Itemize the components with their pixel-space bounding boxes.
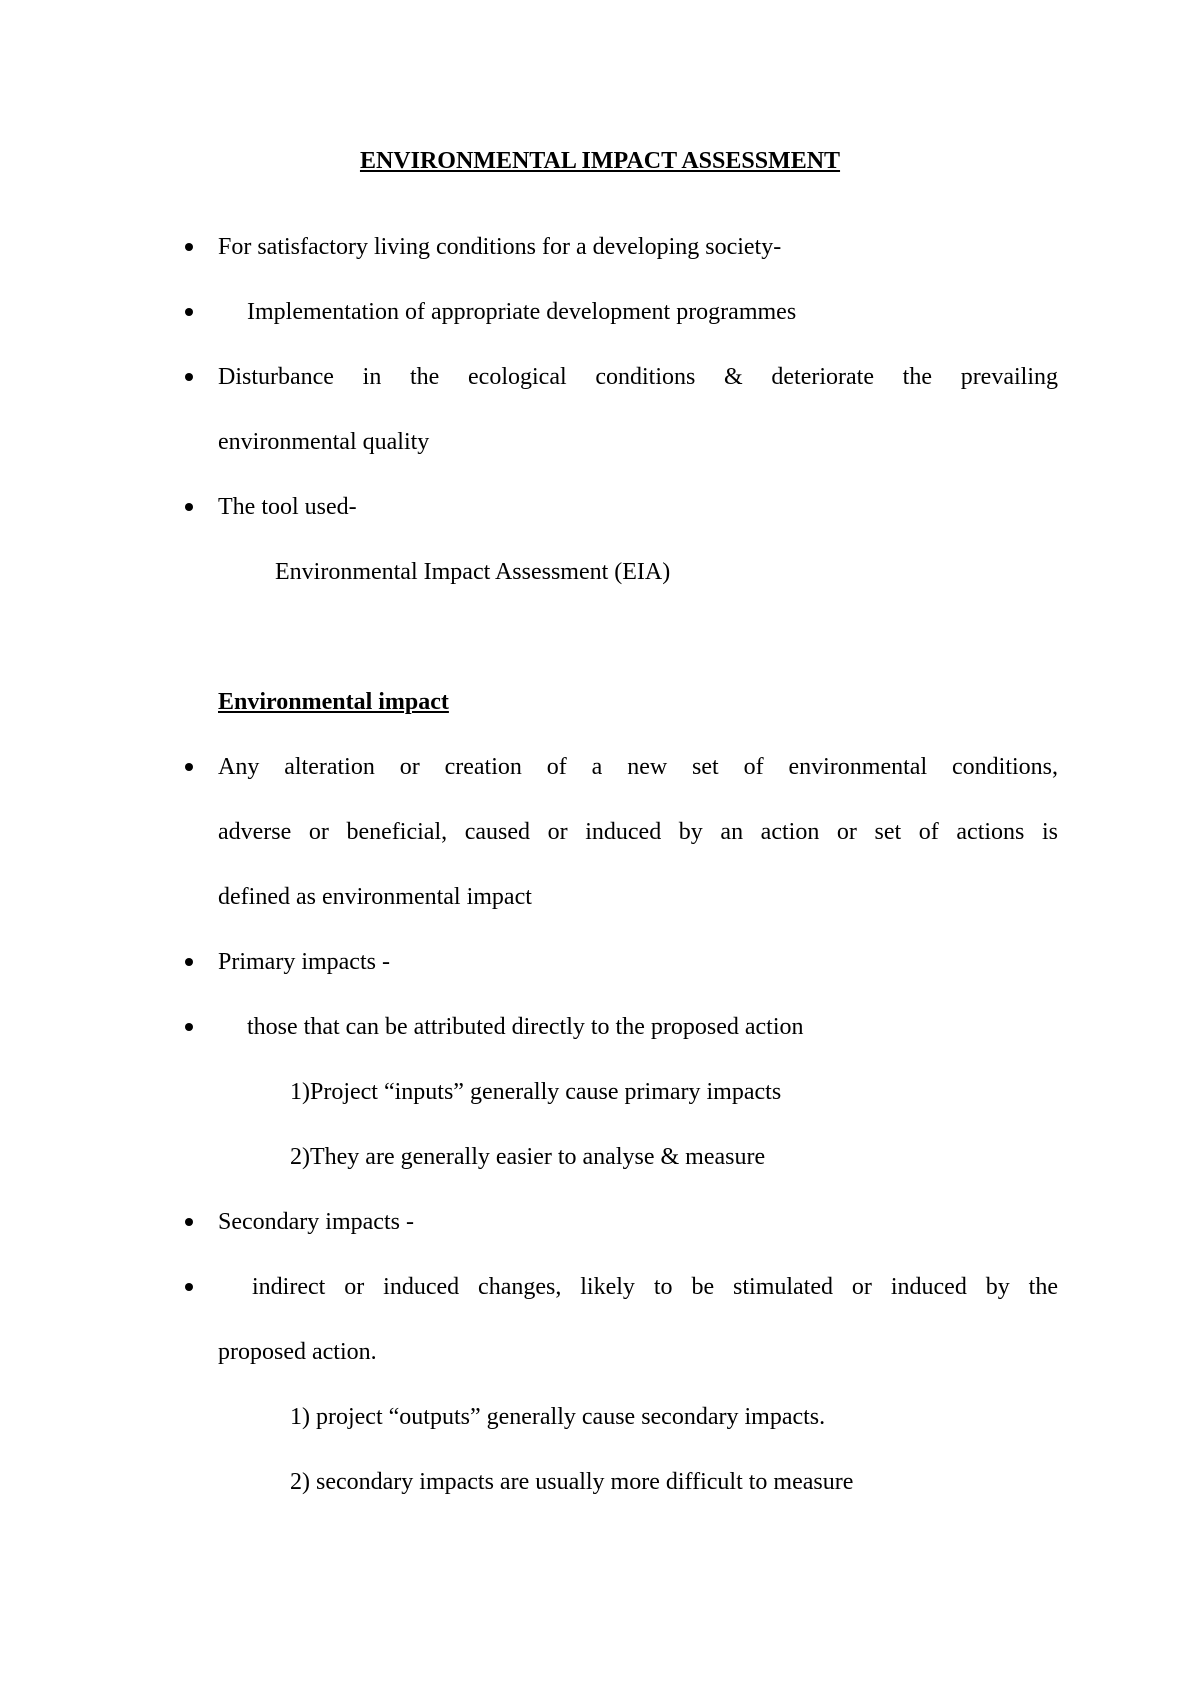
list-item: indirect or induced changes, likely to be stimulated or induced by the: [252, 1274, 1058, 1300]
bullet-icon: [182, 297, 196, 327]
list-item: those that can be attributed directly to the proposed action: [247, 1014, 804, 1040]
list-item: For satisfactory living conditions for a developing society-: [218, 234, 782, 260]
bullet-icon: [182, 1272, 196, 1302]
numbered-point: 1)Project “inputs” generally cause primary impacts: [290, 1079, 782, 1105]
bullet-icon: [182, 492, 196, 522]
document-title: ENVIRONMENTAL IMPACT ASSESSMENT: [359, 148, 841, 174]
list-item: Secondary impacts -: [218, 1209, 414, 1235]
bullet-icon: [182, 1207, 196, 1237]
numbered-point: 2)They are generally easier to analyse & measure: [290, 1144, 766, 1170]
list-item-continuation: defined as environmental impact: [218, 884, 532, 910]
bullet-icon: [182, 232, 196, 262]
numbered-point: 1) project “outputs” generally cause secondary impacts.: [290, 1404, 826, 1430]
bullet-icon: [182, 947, 196, 977]
bullet-icon: [182, 362, 196, 392]
list-item: Disturbance in the ecological conditions & deteriorate the prevailing: [218, 364, 1058, 390]
list-item-continuation: proposed action.: [218, 1339, 377, 1365]
list-item: Primary impacts -: [218, 949, 390, 975]
list-item-continuation: environmental quality: [218, 429, 430, 455]
section-heading: Environmental impact: [218, 689, 449, 715]
list-item: Any alteration or creation of a new set of environmental conditions,: [218, 754, 1058, 780]
list-item: Implementation of appropriate development programmes: [247, 299, 797, 325]
numbered-point: 2) secondary impacts are usually more difficult to measure: [290, 1469, 854, 1495]
bullet-icon: [182, 752, 196, 782]
list-item: The tool used-: [218, 494, 357, 520]
indented-text: Environmental Impact Assessment (EIA): [275, 559, 671, 585]
list-item-continuation: adverse or beneficial, caused or induced by an action or set of actions is: [218, 819, 1058, 845]
bullet-icon: [182, 1012, 196, 1042]
